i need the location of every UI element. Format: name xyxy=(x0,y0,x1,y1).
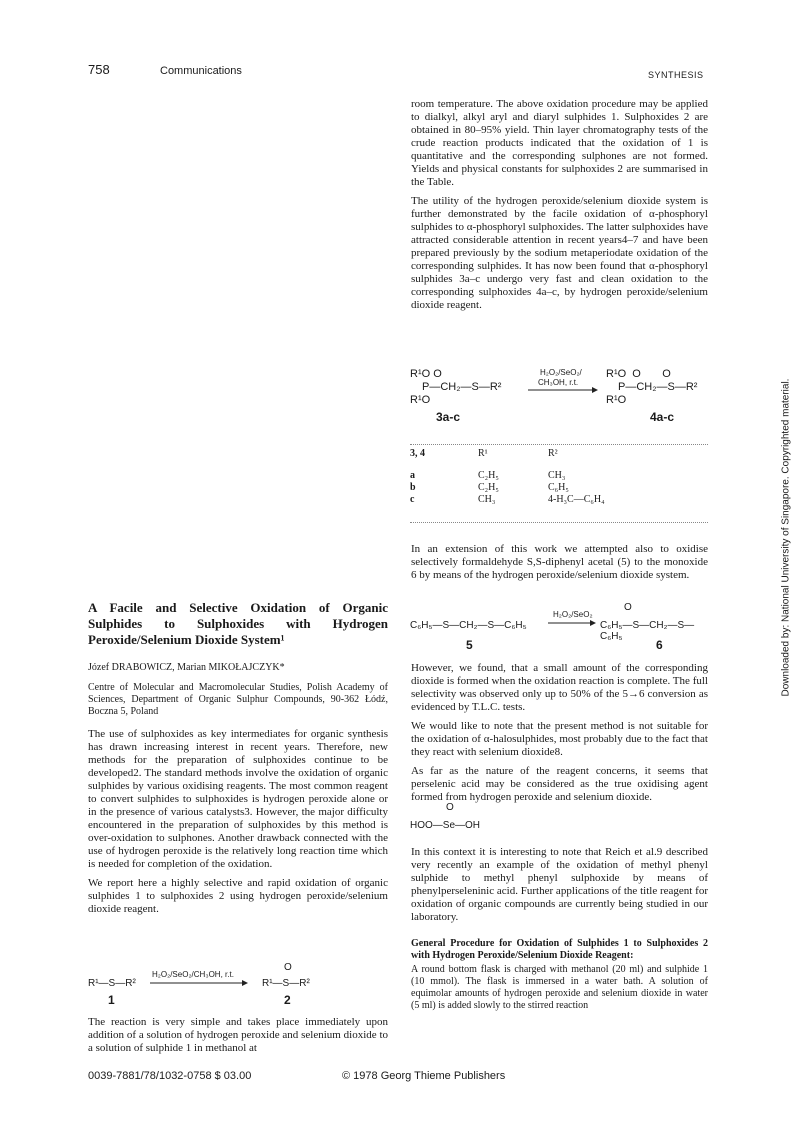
right-column-lower: However, we found, that a small amount of the corresponding dioxide is formed when the oxidation reaction is complete. The full selectivity was observed only up to 50% of the 5→6 conversion as evidenced by T.L.C. tests. We would like to note that the present method is not suitable for the oxidation of α-halosulphides, most probably due to the fact that they react with selenium dioxide8. As far as the nature of the reagent concerns, it seems that perselenic acid may be considered as the true oxidising agent formed from hydrogen peroxide and selenium dioxide. xyxy=(411,662,708,803)
paragraph-block: In this context it is interesting to note that Reich et al.9 described very recently an example of the oxidation of methyl phenyl sulphide to methyl phenyl sulphoxide by means of phenylperseleninic acid. Further applications of the title reagent for oxidation of organic compounds are currently being studied in our laboratory. xyxy=(411,846,708,923)
reaction-scheme-acetal: C₆H₅—S—CH₂—S—C₆H₅ 5 H₂O₂/SeO₂ O C₆H₅—S—CH₂—S—C₆H₅ 6 xyxy=(410,602,695,652)
authors: Józef DRABOWICZ, Marian MIKOŁAJCZYK* xyxy=(88,662,285,673)
table-header-row: 3, 4 R¹ R² xyxy=(410,448,558,459)
left-column-body: The use of sulphoxides as key intermediates for organic synthesis has drawn increasing interest in recent years. Therefore, new methods for the preparation of sulphoxides continue to be developed2. The standard methods involve the oxidation of organic sulphides by various oxidising reagents. The most common reagent to convert sulphides to sulphoxides is hydrogen peroxide alone or in the presence of various catalysts3. However, the major difficulty encountered in the preparation of sulphoxides by this method is over-oxidation to sulphones. Another drawback connected with the use of hydrogen peroxide is the relatively long reaction time which is needed for completion of the oxidation. We report here a highly selective and rapid oxidation of organic sulphides 1 to sulphoxides 2 using hydrogen peroxide/selenium dioxide reagent. xyxy=(88,728,388,915)
journal-name: SYNTHESIS xyxy=(648,70,704,80)
footer-copyright: © 1978 Georg Thieme Publishers xyxy=(342,1070,506,1082)
section-label: Communications xyxy=(160,65,242,77)
compound-label: 1 xyxy=(108,993,115,1007)
reaction-arrow xyxy=(150,979,248,987)
reaction-arrow xyxy=(528,386,598,394)
procedure-section xyxy=(411,938,708,1012)
reaction-scheme-phosphoryl: R¹O O P—CH₂—S—R² R¹O 3a-c H₂O₂/SeO₂/ CH₃OH, r.t. R¹O O O P—CH₂—S—R² R¹O 4a-c xyxy=(410,368,698,424)
page-number: 758 xyxy=(88,62,110,77)
footer-code: 0039-7881/78/1032-0758 $ 03.00 xyxy=(88,1070,252,1082)
compound-label: 3a-c xyxy=(436,410,461,424)
compound-label: 6 xyxy=(656,638,663,652)
reaction-arrow xyxy=(548,619,596,627)
substituent-table xyxy=(410,448,609,506)
table-row: b C₂H₅ C₆H₅ xyxy=(410,482,569,493)
right-column xyxy=(411,98,708,318)
procedure-text: A round bottom flask is charged with methanol (20 ml) and sulphide 1 (10 mmol). The flask is immersed in a water bath. A solution of equimolar amounts of hydrogen peroxide and selenium dioxide in water (5 ml) is added slowly to the stirred reaction xyxy=(411,964,708,1011)
procedure-title: General Procedure for Oxidation of Sulphides 1 to Sulphoxides 2 with Hydrogen Peroxide/Selenium Dioxide Reagent: xyxy=(411,938,708,961)
article-title: A Facile and Selective Oxidation of Organic Sulphides to Sulphoxides with Hydrogen Peroxide/Selenium Dioxide System¹ xyxy=(88,600,388,647)
table-row: a C₂H₅ CH₃ xyxy=(410,470,566,481)
paragraph: room temperature. The above oxidation procedure may be applied to dialkyl, alkyl aryl and diaryl sulphides 1. Sulphoxides 2 are obtained in 80–95% yield. Thin layer chromatography tests of the crude reaction products indicated that the oxidation of 1 is quantitative and the corresponding sulphones are not formed. Yields and physical constants for sulphoxides 2 are summarised in the Table. xyxy=(411,98,708,188)
perselenic-acid-structure: O HOO—Se—OH xyxy=(410,802,481,831)
paragraph-block: In an extension of this work we attempted also to oxidise selectively formaldehyde S,S-diphenyl acetal (5) to the monoxide 6 by means of the hydrogen peroxide/selenium dioxide system. xyxy=(411,543,708,581)
download-watermark: Downloaded by: National University of Singapore. Copyrighted material. xyxy=(780,378,792,697)
reaction-scheme-sulphide: R¹—S—R² 1 H₂O₂/SeO₂/CH₃OH, r.t. O R¹—S—R² 2 xyxy=(88,962,310,1007)
compound-label: 2 xyxy=(284,993,291,1007)
compound-label: 5 xyxy=(466,638,473,652)
paragraph: The utility of the hydrogen peroxide/selenium dioxide system is further demonstrated by the facile oxidation of α-phosphoryl sulphides to α-phosphoryl sulphoxides. The latter sulphoxides have attracted considerable attention in recent years4–7 and have been prepared previously by the sodium metaperiodate oxidation of the corresponding sulphides. It has now been found that α-phosphoryl sulphides 3a–c undergo very fast and clean oxidation to the corresponding sulphoxides 4a–c, by hydrogen peroxide/selenium dioxide reagent. xyxy=(411,195,708,311)
left-column-end: The reaction is very simple and takes place immediately upon addition of a solution of hydrogen peroxide and selenium dioxide to a solution of sulphide 1 in methanol at xyxy=(88,1016,388,1054)
table-row: c CH₃ 4-H₃C—C₆H₄ xyxy=(410,494,605,505)
affiliation: Centre of Molecular and Macromolecular Studies, Polish Academy of Sciences, Department of Organic Sulphur Compounds, 90-362 Łódź, Boczna 5, Poland xyxy=(88,682,388,717)
compound-label: 4a-c xyxy=(650,410,675,424)
